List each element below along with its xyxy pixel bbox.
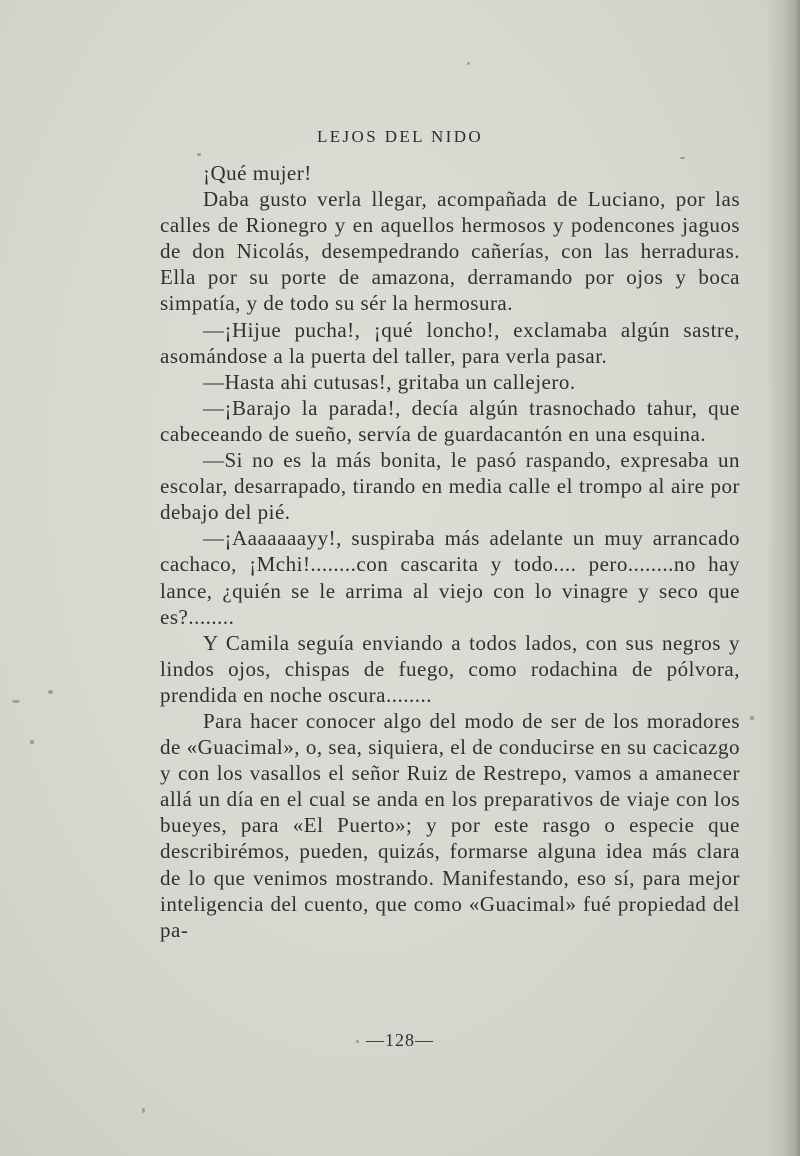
paragraph: —Si no es la más bonita, le pasó raspando, expresaba un escolar, desarrapado, tirando en media calle el trompo al aire por debajo del pié.	[160, 448, 740, 525]
paragraph: Y Camila seguía enviando a todos lados, con sus negros y lindos ojos, chispas de fuego, como rodachina de pólvora, prendida en noche oscura........	[160, 630, 740, 707]
paper-speck	[30, 740, 34, 744]
paragraph: Daba gusto verla llegar, acompañada de Luciano, por las calles de Rionegro y en aquellos hermosos y podencones jaguos de don Nicolás, desempedrando cañerías, con las herraduras. Ella por su porte de amazona, derramando por ojos y boca simpatía, y de todo su sér la hermosura.	[160, 187, 740, 316]
paper-speck	[48, 690, 53, 694]
paper-speck	[680, 157, 685, 159]
paper-speck	[750, 716, 754, 720]
paper-speck	[12, 700, 20, 703]
paragraph: —¡Aaaaaaayy!, suspiraba más adelante un muy arrancado cachaco, ¡Mchi!........con cascarita y todo.... pero........no hay lance, ¿quién se le arrima al viejo con lo vinagre y seco que es?........	[160, 526, 740, 629]
paragraph: —¡Barajo la parada!, decía algún trasnochado tahur, que cabeceando de sueño, servía de guardacantón en una esquina.	[160, 395, 740, 446]
paper-speck	[142, 1108, 145, 1113]
paragraph: Para hacer conocer algo del modo de ser de los moradores de «Guacimal», o, sea, siquiera, el de conducirse en su cacicazgo y con los vasallos el señor Ruiz de Restrepo, vamos a amanecer allá un día en el cual se anda en los preparativos de viaje con los bueyes, para «El Puerto»; y por este rasgo o especie que describirémos, pueden, quizás, formarse alguna idea más clara de lo que venimos mostrando. Manifestando, eso sí, para mejor inteligencia del cuento, que como «Guacimal» fué propiedad del pa-	[160, 708, 740, 942]
page-edge-shadow	[766, 0, 800, 1156]
page-number: —128—	[366, 1030, 434, 1050]
paragraph: —¡Hijue pucha!, ¡qué loncho!, exclamaba algún sastre, asomándose a la puerta del taller, para verla pasar.	[160, 317, 740, 368]
paper-speck	[467, 62, 470, 65]
paper-speck	[197, 153, 201, 156]
running-head: LEJOS DEL NIDO	[316, 127, 484, 146]
body-text	[160, 160, 740, 943]
paragraph: —Hasta ahi cutusas!, gritaba un callejero.	[203, 369, 576, 394]
paragraph: ¡Qué mujer!	[203, 161, 312, 185]
